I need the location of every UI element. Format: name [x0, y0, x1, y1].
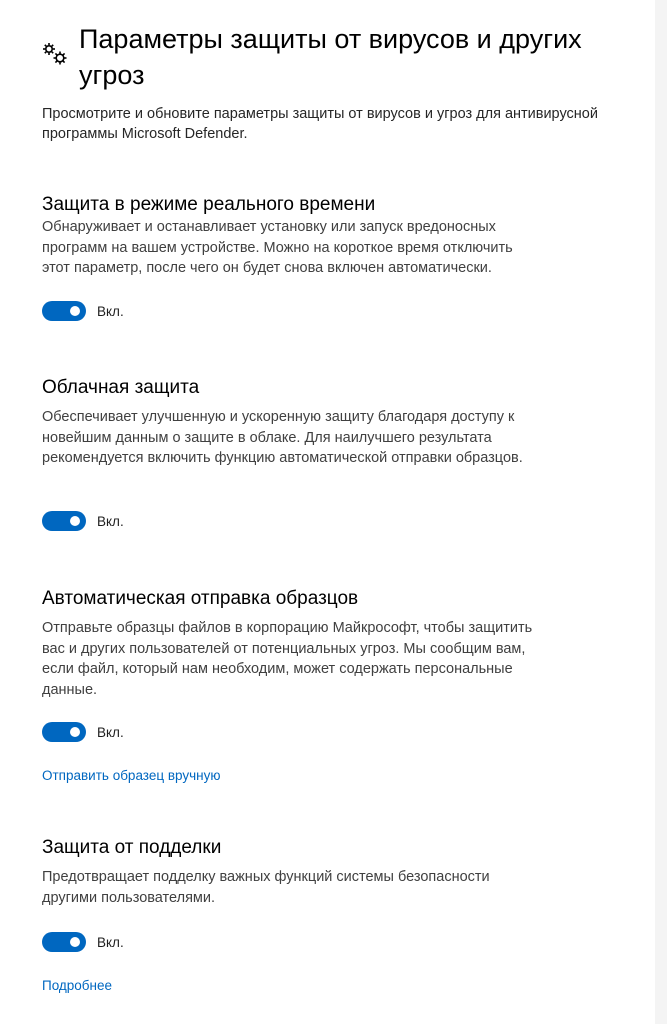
toggle-knob [70, 937, 80, 947]
toggle-knob [70, 727, 80, 737]
section-automatic-sample-submission [42, 587, 642, 700]
page-description: Просмотрите и обновите параметры защиты от вирусов и угроз для антивирусной программы Microsoft Defender. [42, 106, 598, 142]
section-tamper-protection [42, 836, 642, 908]
toggle-knob [70, 516, 80, 526]
section-title: Защита в режиме реального времени [42, 194, 376, 215]
toggle-state-label: Вкл. [97, 513, 124, 529]
section-description: Предотвращает подделку важных функций системы безопасности другими пользователями. [42, 869, 490, 906]
learn-more-link[interactable]: Подробнее [42, 978, 113, 993]
section-description: Отправьте образцы файлов в корпорацию Майкрософт, чтобы защитить вас и других пользователей от потенциальных угроз. Мы сообщим вам, если файл, который нам необходим, может содержать персональные данные. [42, 620, 533, 698]
scroll-gutter [655, 0, 667, 1024]
toggle-row-sample-submission [42, 722, 124, 742]
page-title: Параметры защиты от вирусов и других угроз [79, 24, 582, 90]
toggle-state-label: Вкл. [97, 724, 124, 740]
section-title: Защита от подделки [42, 837, 222, 858]
section-cloud-protection [42, 376, 642, 469]
cloud-protection-toggle[interactable] [42, 511, 86, 531]
gears-icon [40, 40, 70, 70]
section-title: Облачная защита [42, 377, 200, 398]
section-description: Обнаруживает и останавливает установку или запуск вредоносных программ на вашем устройстве. Можно на короткое время отключить этот параметр, после чего он будет снова включен автоматически. [42, 219, 513, 276]
section-description: Обеспечивает улучшенную и ускоренную защиту благодаря доступу к новейшим данным о защите в облаке. Для наилучшего результата рекомендуется включить функцию автоматической отправки образцов. [42, 409, 523, 466]
toggle-state-label: Вкл. [97, 934, 124, 950]
toggle-knob [70, 306, 80, 316]
section-title: Автоматическая отправка образцов [42, 588, 359, 609]
submit-sample-manually-link[interactable]: Отправить образец вручную [42, 768, 221, 783]
toggle-row-tamper [42, 932, 124, 952]
toggle-row-real-time [42, 301, 124, 321]
real-time-protection-toggle[interactable] [42, 301, 86, 321]
section-real-time-protection [42, 193, 642, 279]
toggle-state-label: Вкл. [97, 303, 124, 319]
automatic-sample-submission-toggle[interactable] [42, 722, 86, 742]
toggle-row-cloud [42, 511, 124, 531]
tamper-protection-toggle[interactable] [42, 932, 86, 952]
